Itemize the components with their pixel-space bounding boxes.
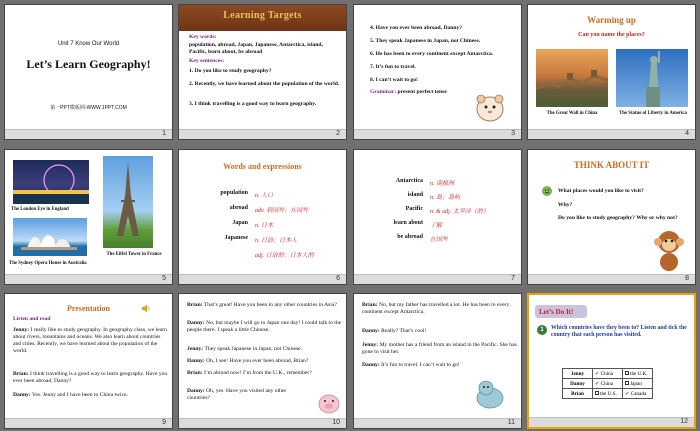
speaker-label: Danny:: [187, 388, 205, 394]
slide-number: 7: [511, 275, 515, 282]
keywords-text: population, abroad, Japan, Japanese, Antarctica, island, Pacific, learn about, be abroad: [189, 42, 323, 55]
dialogue-text: They speak Japanese in Japan, not Chinese.: [204, 346, 303, 352]
slide-footer: [528, 274, 695, 284]
dialogue-line: [187, 388, 309, 402]
dialogue-line: [362, 302, 518, 316]
caption-great-wall: The Great Wall in China: [546, 111, 598, 116]
country-cell[interactable]: [623, 389, 653, 399]
slide-thumbnail-6[interactable]: [178, 149, 347, 285]
paragraph-brian: [13, 371, 169, 385]
great-wall-icon: [536, 49, 608, 107]
checkbox-icon: [595, 391, 599, 395]
table-row: [563, 379, 653, 389]
slide-footer: [529, 417, 694, 427]
slide-number: 2: [336, 130, 340, 137]
slide-footer: [354, 274, 521, 284]
dialogue-text: That’s great! Have you been to any other countries in Asia?: [203, 302, 337, 308]
sentences-label: Key sentences:: [189, 58, 225, 64]
speaker-label: Danny:: [362, 328, 380, 334]
dialogue-text: Oh, I see! Have you ever been abroad, Brian?: [206, 358, 309, 364]
country-cell[interactable]: [593, 389, 623, 399]
sentence-4: 4. Have you ever been abroad, Danny?: [370, 25, 463, 31]
speaker-label: Brian:: [187, 302, 203, 308]
dialogue-line: [187, 370, 343, 377]
slide-number: 4: [685, 130, 689, 137]
word-en: population: [220, 190, 248, 196]
smiley-icon: [542, 186, 552, 196]
table-row: [563, 369, 653, 379]
slide-number: 5: [162, 275, 166, 282]
slide-number: 9: [162, 419, 166, 426]
country-label: the U.S.: [600, 390, 617, 397]
monkey-icon: [652, 228, 686, 272]
slide-footer: [179, 418, 346, 428]
hamster-icon: [474, 93, 506, 123]
eiffel-tower-photo: [103, 156, 153, 248]
london-eye-photo: [13, 160, 89, 204]
keywords-label: Key words:: [189, 34, 217, 40]
country-cell[interactable]: [593, 369, 623, 379]
word-row: [354, 192, 521, 203]
checkbox-icon: [625, 371, 629, 375]
sentence-8: 8. I can’t wait to go!: [370, 77, 418, 83]
slide-subtitle: Can you name the places?: [578, 32, 645, 38]
word-en: be abroad: [397, 234, 423, 240]
slide-thumbnail-1[interactable]: [4, 4, 173, 140]
word-row: [179, 205, 346, 216]
word-row: [354, 178, 521, 189]
word-cn: 在国外: [430, 237, 449, 243]
word-cn: n. 日本: [255, 223, 274, 229]
slide-title: Warming up: [587, 15, 636, 25]
word-row: [179, 250, 346, 261]
speaker-label: Jenny:: [13, 327, 30, 333]
dialogue-text: I’m abroad now! I’m from the U.K., remember?: [203, 370, 312, 376]
caption-eiffel: The Eiffel Tower in France: [106, 252, 162, 257]
word-en: abroad: [229, 205, 248, 211]
question-2: Why?: [558, 202, 573, 208]
dialogue-line: [187, 358, 343, 365]
opera-house-photo: [13, 218, 87, 256]
person-name: Danny: [563, 379, 593, 389]
dialogue-line: [187, 346, 343, 353]
london-eye-icon: [13, 160, 89, 204]
dialogue-line: [187, 320, 343, 334]
slide-footer: [354, 418, 521, 428]
word-row: [354, 220, 521, 231]
slide-thumbnail-7[interactable]: [353, 149, 522, 285]
source-label: 第一PPT模板网-WWW.1PPT.COM: [50, 105, 127, 111]
word-en: Antarctica: [395, 178, 423, 184]
sentence-2: 2. Recently, we have learned about the population of the world.: [189, 81, 340, 87]
grammar-line: [370, 89, 447, 96]
unit-label: Unit 7 Know Our World: [57, 41, 120, 47]
slide-footer: [354, 129, 521, 139]
table-row: [563, 389, 653, 399]
dialogue-line: [362, 328, 518, 335]
speaker-label: Danny:: [13, 392, 31, 398]
country-label: the U.K.: [630, 370, 648, 377]
word-en: Japan: [232, 220, 248, 226]
word-cn: n. 人口: [255, 193, 274, 199]
checkmark-icon: ✔: [595, 380, 600, 387]
slide-footer: [5, 274, 172, 284]
checkmark-icon: ✔: [625, 390, 630, 397]
slide-thumbnail-4[interactable]: [527, 4, 696, 140]
great-wall-photo: [536, 49, 608, 107]
task-number-badge: 1: [537, 325, 547, 335]
speaker-label: Danny:: [362, 362, 380, 368]
speaker-icon[interactable]: [141, 304, 151, 313]
grammar-label: Grammar:: [370, 89, 397, 95]
dialogue-text: No, but my father has travelled a lot. He has been to every continent except Antarctica.: [362, 302, 510, 315]
word-cn: n. 岛；岛屿: [430, 195, 461, 201]
slide-footer: [179, 129, 346, 139]
sentence-6: 6. He has been to every continent except Antarctica.: [370, 51, 494, 57]
person-name: Jenny: [563, 369, 593, 379]
slide-thumbnail-8[interactable]: [527, 149, 696, 285]
speaker-label: Brian:: [187, 370, 203, 376]
slide-thumbnail-9[interactable]: [4, 293, 173, 429]
countries-table: [562, 368, 653, 399]
statue-liberty-photo: [616, 49, 688, 107]
country-label: China: [600, 370, 614, 377]
slide-title: THINK ABOUT IT: [573, 160, 650, 170]
slide-thumbnail-3[interactable]: [353, 4, 522, 140]
dialogue-text: I think travelling is a good way to learn geography. Have you ever been abroad, Danny?: [13, 371, 168, 384]
slide-thumbnail-2[interactable]: [178, 4, 347, 140]
statue-icon: [616, 49, 688, 107]
dialogue-text: No, but maybe I will go to Japan one day! I could talk to the people there. I speak a little Chinese.: [187, 320, 342, 333]
caption-opera-house: The Sydney Opera House in Australia: [9, 261, 87, 266]
speaker-label: Brian:: [362, 302, 378, 308]
grammar-text: present perfect tense: [397, 89, 447, 95]
slide-thumbnail-12[interactable]: [527, 293, 696, 429]
word-row: [179, 235, 346, 246]
country-label: Japan: [630, 380, 642, 387]
slide-subtitle: Listen and read: [13, 316, 51, 322]
word-row: [354, 234, 521, 245]
speaker-label: Danny:: [187, 320, 205, 326]
dialogue-text: Really? That’s cool!: [381, 328, 427, 334]
dialogue-text: Oh, yes. Have you visited any other countries?: [187, 388, 287, 401]
word-en: Japanese: [224, 235, 248, 241]
slide-number: 8: [685, 275, 689, 282]
slide-thumbnail-5[interactable]: [4, 149, 173, 285]
country-label: Canada: [630, 390, 647, 397]
word-en: learn about: [393, 220, 423, 226]
slide-number: 10: [332, 419, 340, 426]
word-en: island: [407, 192, 423, 198]
slide-title: Let’s Do It!: [539, 308, 574, 316]
word-en: Pacific: [405, 206, 423, 212]
slide-number: 12: [680, 418, 688, 425]
sentence-7: 7. It’s fun to travel.: [370, 64, 416, 70]
dialogue-line: [362, 342, 518, 356]
word-cn: 了解: [430, 223, 443, 229]
dialogue-text: It’s fun to travel. I can’t wait to go!: [381, 362, 460, 368]
question-3: Do you like to study geography? Why or why not?: [558, 215, 678, 221]
slide-footer: [5, 129, 172, 139]
slide-footer: [528, 129, 695, 139]
slide-number: 1: [162, 130, 166, 137]
pig-icon: [317, 392, 341, 414]
country-cell[interactable]: [593, 379, 623, 389]
word-cn: n. 南极洲: [430, 181, 455, 187]
country-cell[interactable]: [623, 369, 653, 379]
slide-title: Let’s Learn Geography!: [26, 57, 151, 71]
word-cn: adj. 日语的；日本人的: [255, 253, 314, 259]
checkmark-icon: ✔: [595, 370, 600, 377]
word-row: [179, 190, 346, 201]
eiffel-tower-icon: [103, 156, 153, 248]
slide-thumbnail-11[interactable]: [353, 293, 522, 429]
sentence-1: 1. Do you like to study geography?: [189, 68, 272, 74]
checkbox-icon: [625, 381, 629, 385]
sentence-3: 3. I think travelling is a good way to learn geography.: [189, 101, 317, 107]
word-cn: adv. 到国外；在国外: [255, 208, 309, 214]
slide-footer: [179, 274, 346, 284]
word-cn: n. & adj. 太平洋（的）: [430, 209, 489, 215]
slide-thumbnail-10[interactable]: [178, 293, 347, 429]
slide-title: Words and expressions: [223, 162, 302, 171]
slide-title: Presentation: [67, 304, 110, 313]
speaker-label: Jenny:: [362, 342, 379, 348]
speaker-label: Danny:: [187, 358, 205, 364]
dialogue-text: I really like to study geography. In geography class, we learn about rivers, mountains and oceans. We also learn about countries and cities. Recently, we have learned about the population of the world.: [13, 327, 167, 354]
speaker-label: Jenny:: [187, 346, 204, 352]
opera-house-icon: [13, 218, 87, 256]
speaker-label: Brian:: [13, 371, 29, 377]
dialogue-line: [187, 302, 343, 309]
slide-number: 11: [507, 419, 515, 426]
country-cell[interactable]: [623, 379, 653, 389]
dialogue-text: My mother has a friend from an island in the Pacific. She has gone to visit her.: [362, 342, 517, 355]
word-cn: n. 日语；日本人: [255, 238, 298, 244]
paragraph-jenny: [13, 327, 169, 355]
task-instruction: Which countries have they been to? Listen and tick the country that each person has visited.: [551, 325, 687, 338]
sentence-5: 5. They speak Japanese in Japan, not Chinese.: [370, 38, 481, 44]
slide-title: Learning Targets: [223, 10, 302, 21]
paragraph-danny: [13, 392, 169, 399]
caption-statue: The Statue of Liberty in America: [619, 111, 687, 116]
caption-london-eye: The London Eye in England: [11, 207, 69, 212]
slide-number: 3: [511, 130, 515, 137]
slide-footer: [5, 418, 172, 428]
slide-number: 6: [336, 275, 340, 282]
word-row: [179, 220, 346, 231]
seal-icon: [472, 378, 508, 410]
dialogue-text: Yes. Jenny and I have been to China twice.: [31, 392, 128, 398]
country-label: China: [600, 380, 614, 387]
word-row: [354, 206, 521, 217]
person-name: Brian: [563, 389, 593, 399]
dialogue-line: [362, 362, 518, 369]
question-1: What places would you like to visit?: [558, 188, 644, 194]
